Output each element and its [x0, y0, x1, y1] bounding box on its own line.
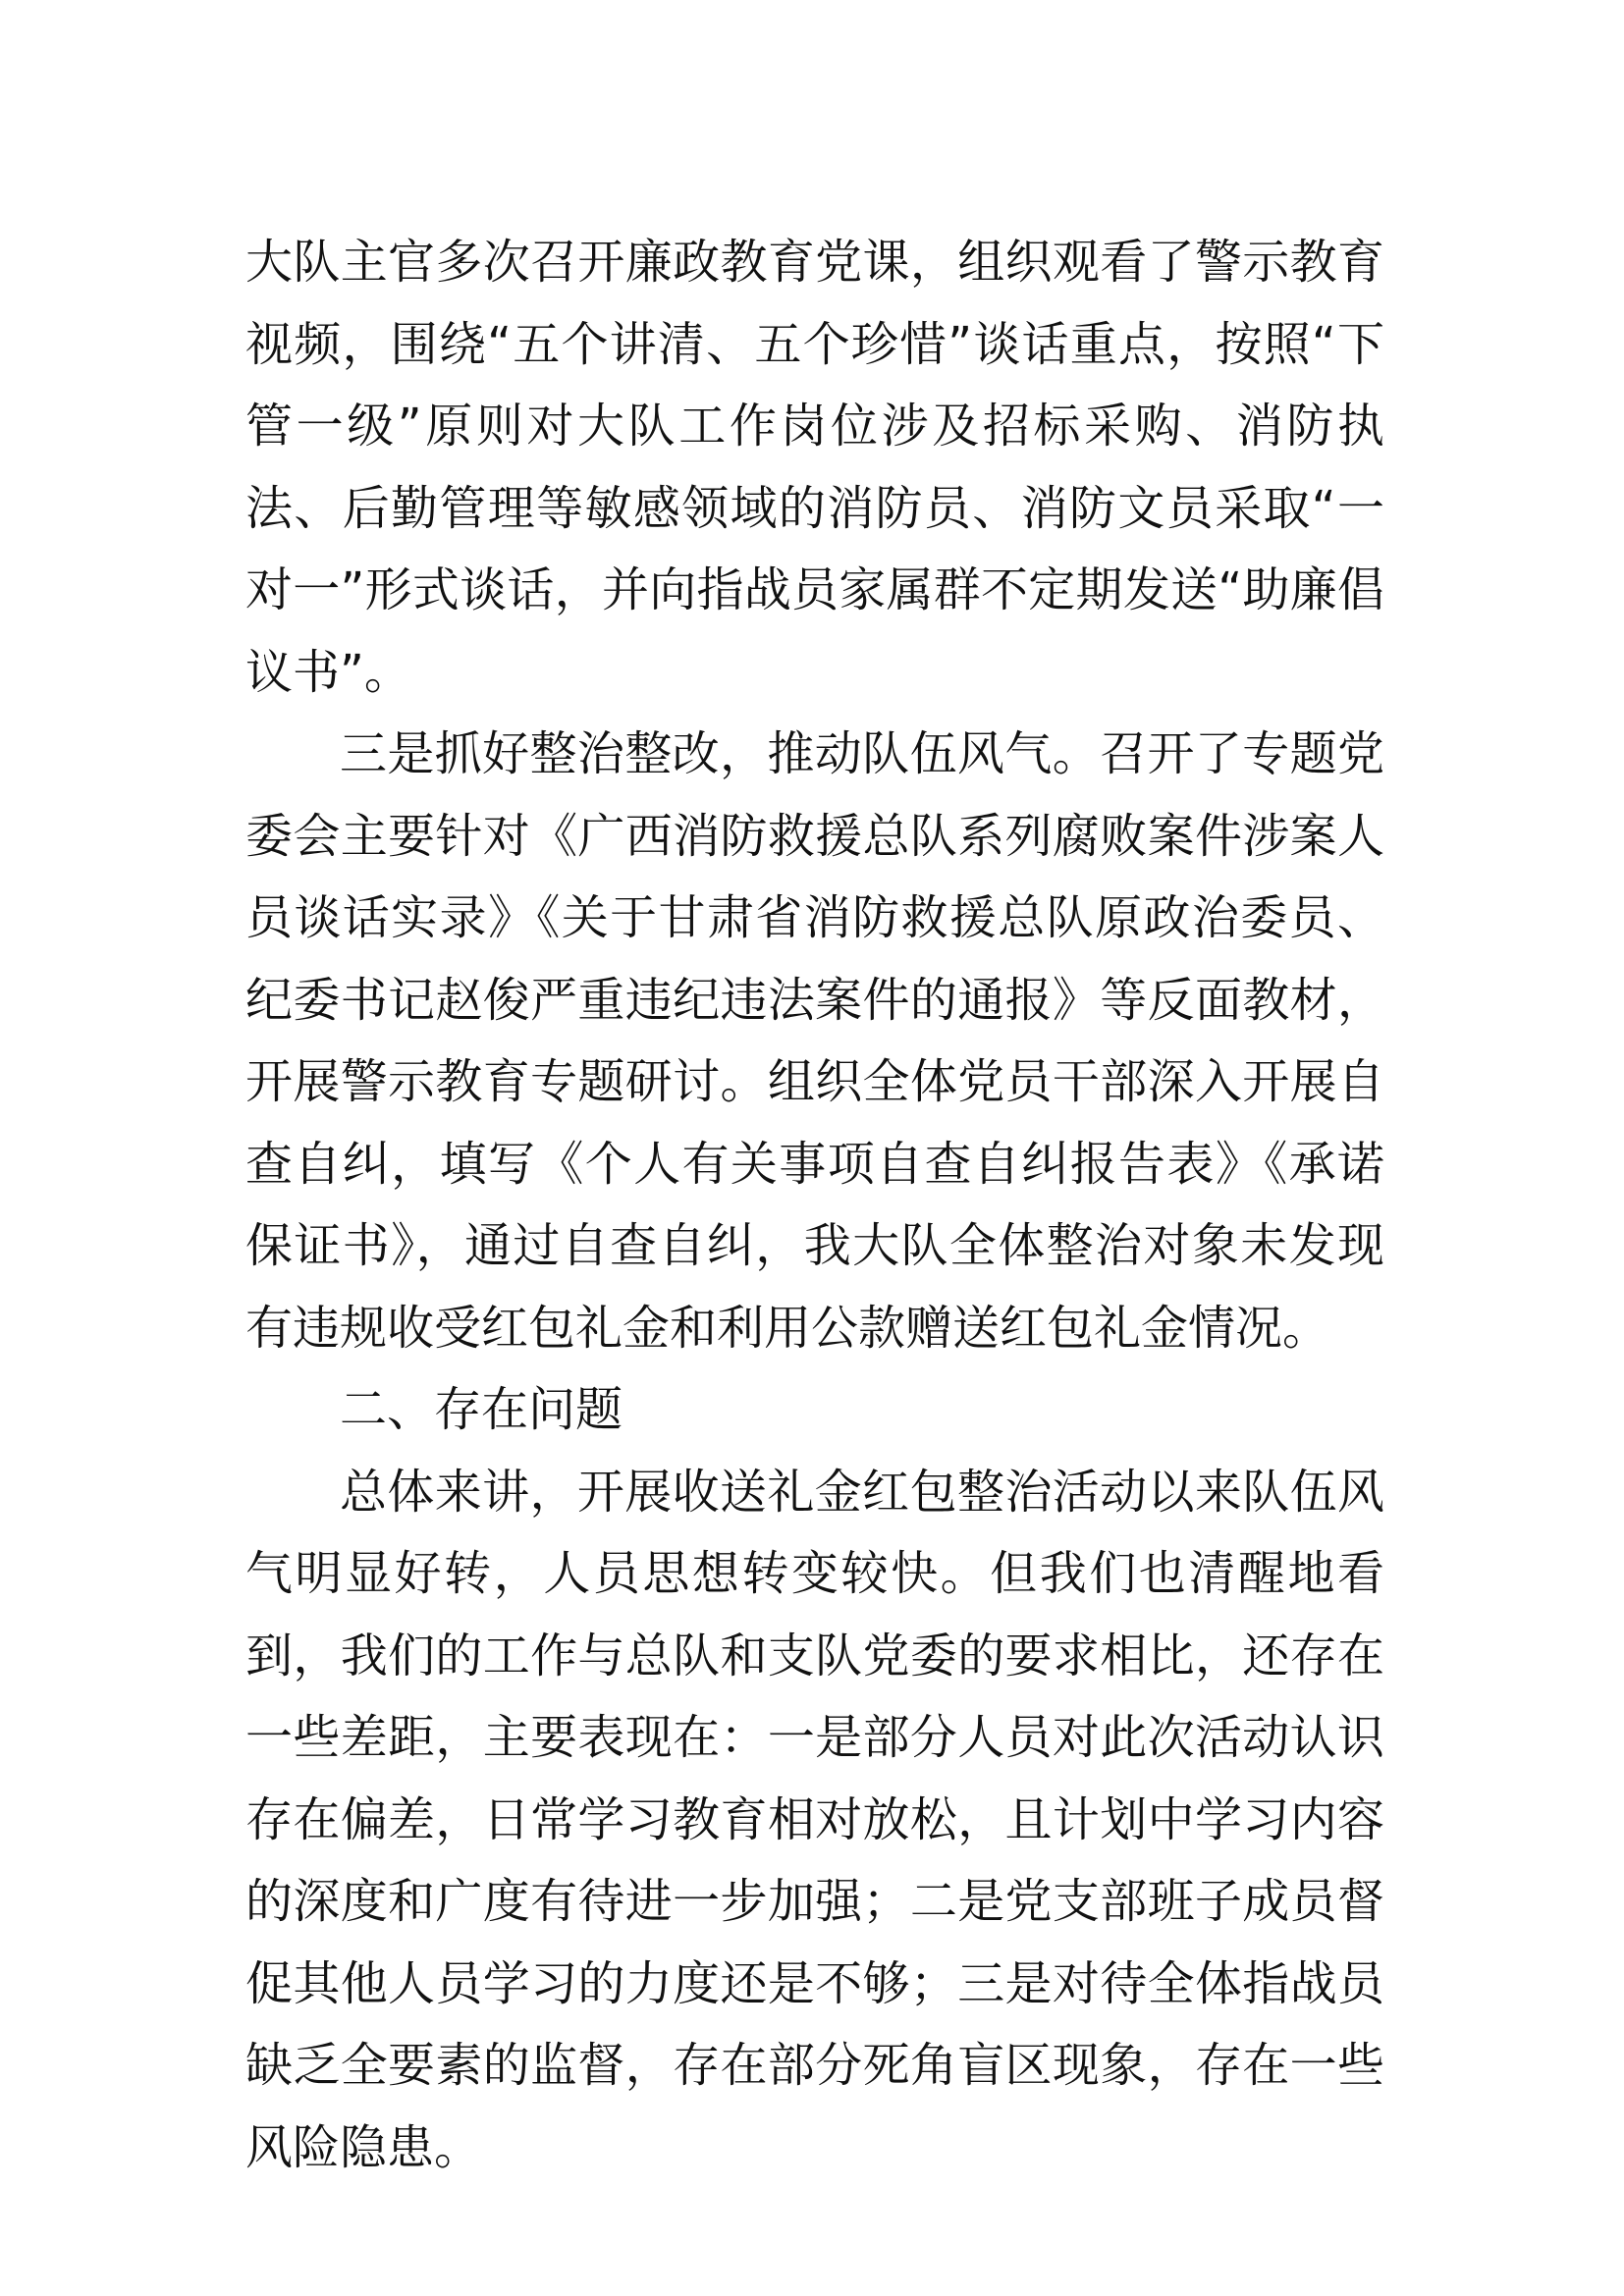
section-heading-problems: 二、存在问题: [340, 1382, 623, 1437]
document-body: [245, 222, 1384, 2189]
paragraph-rectification: 三是抓好整治整改，推动队伍风气。召开了专题党委会主要针对《广西消防救援总队系列腐败案件涉案人员谈话实录》《关于甘肃省消防救援总队原政治委员、纪委书记赵俊严重违纪违法案件的通报》等反面教材，开展警示教育专题研讨。组织全体党员干部深入开展自查自纠，填写《个人有关事项自查自纠报告表》《承诺保证书》，通过自查自纠，我大队全体整治对象未发现有违规收受红包礼金和利用公款赠送红包礼金情况。: [245, 726, 1384, 1356]
paragraph-problems: 总体来讲，开展收送礼金红包整治活动以来队伍风气明显好转，人员思想转变较快。但我们也清醒地看到，我们的工作与总队和支队党委的要求相比，还存在一些差距，主要表现在：一是部分人员对此次活动认识存在偏差，日常学习教育相对放松，且计划中学习内容的深度和广度有待进一步加强；二是党支部班子成员督促其他人员学习的力度还是不够；三是对待全体指战员缺乏全要素的监督，存在部分死角盲区现象，存在一些风险隐患。: [245, 1464, 1384, 2175]
paragraph-continued: 大队主官多次召开廉政教育党课，组织观看了警示教育视频，围绕“五个讲清、五个珍惜”谈话重点，按照“下管一级”原则对大队工作岗位涉及招标采购、消防执法、后勤管理等敏感领域的消防员、消防文员采取“一对一”形式谈话，并向指战员家属群不定期发送“助廉倡议书”。: [245, 235, 1384, 700]
